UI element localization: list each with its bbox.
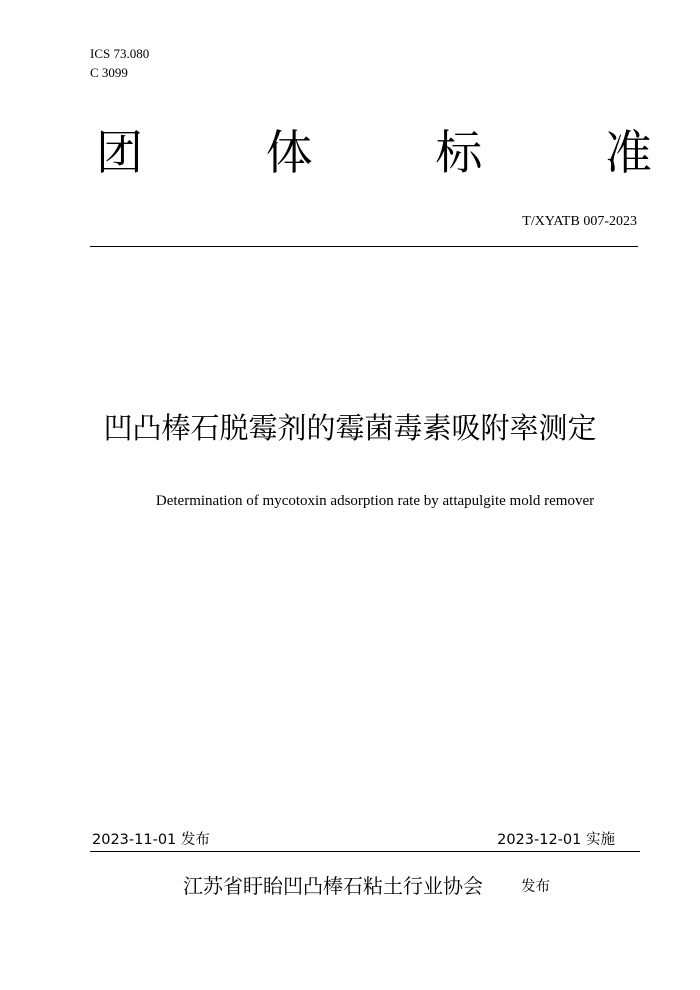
classification-block xyxy=(90,44,149,82)
ics-code: ICS 73.080 xyxy=(90,46,150,61)
publish-date: 2023-11-01 发布 xyxy=(92,832,210,848)
standard-type-heading xyxy=(96,124,652,184)
standard-number: T/XYATB 007-2023 xyxy=(522,214,637,229)
publisher-name: 江苏省盱眙凹凸棒石粘土行业协会 xyxy=(183,874,483,898)
standard-type-char: 标 xyxy=(435,126,483,181)
top-divider xyxy=(90,246,638,247)
implementation-date: 2023-12-01 实施 xyxy=(497,832,615,848)
chinese-title: 凹凸棒石脱霉剂的霉菌毒素吸附率测定 xyxy=(103,411,597,445)
bottom-divider xyxy=(90,851,640,852)
standard-type-char: 团 xyxy=(96,126,143,181)
standard-type-char: 准 xyxy=(604,126,652,181)
english-title: Determination of mycotoxin adsorption rate by attapulgite mold remover xyxy=(155,493,595,509)
standard-type-char: 体 xyxy=(265,126,313,181)
ccs-code: C 3099 xyxy=(90,65,128,80)
publisher-action: 发布 xyxy=(521,879,550,895)
